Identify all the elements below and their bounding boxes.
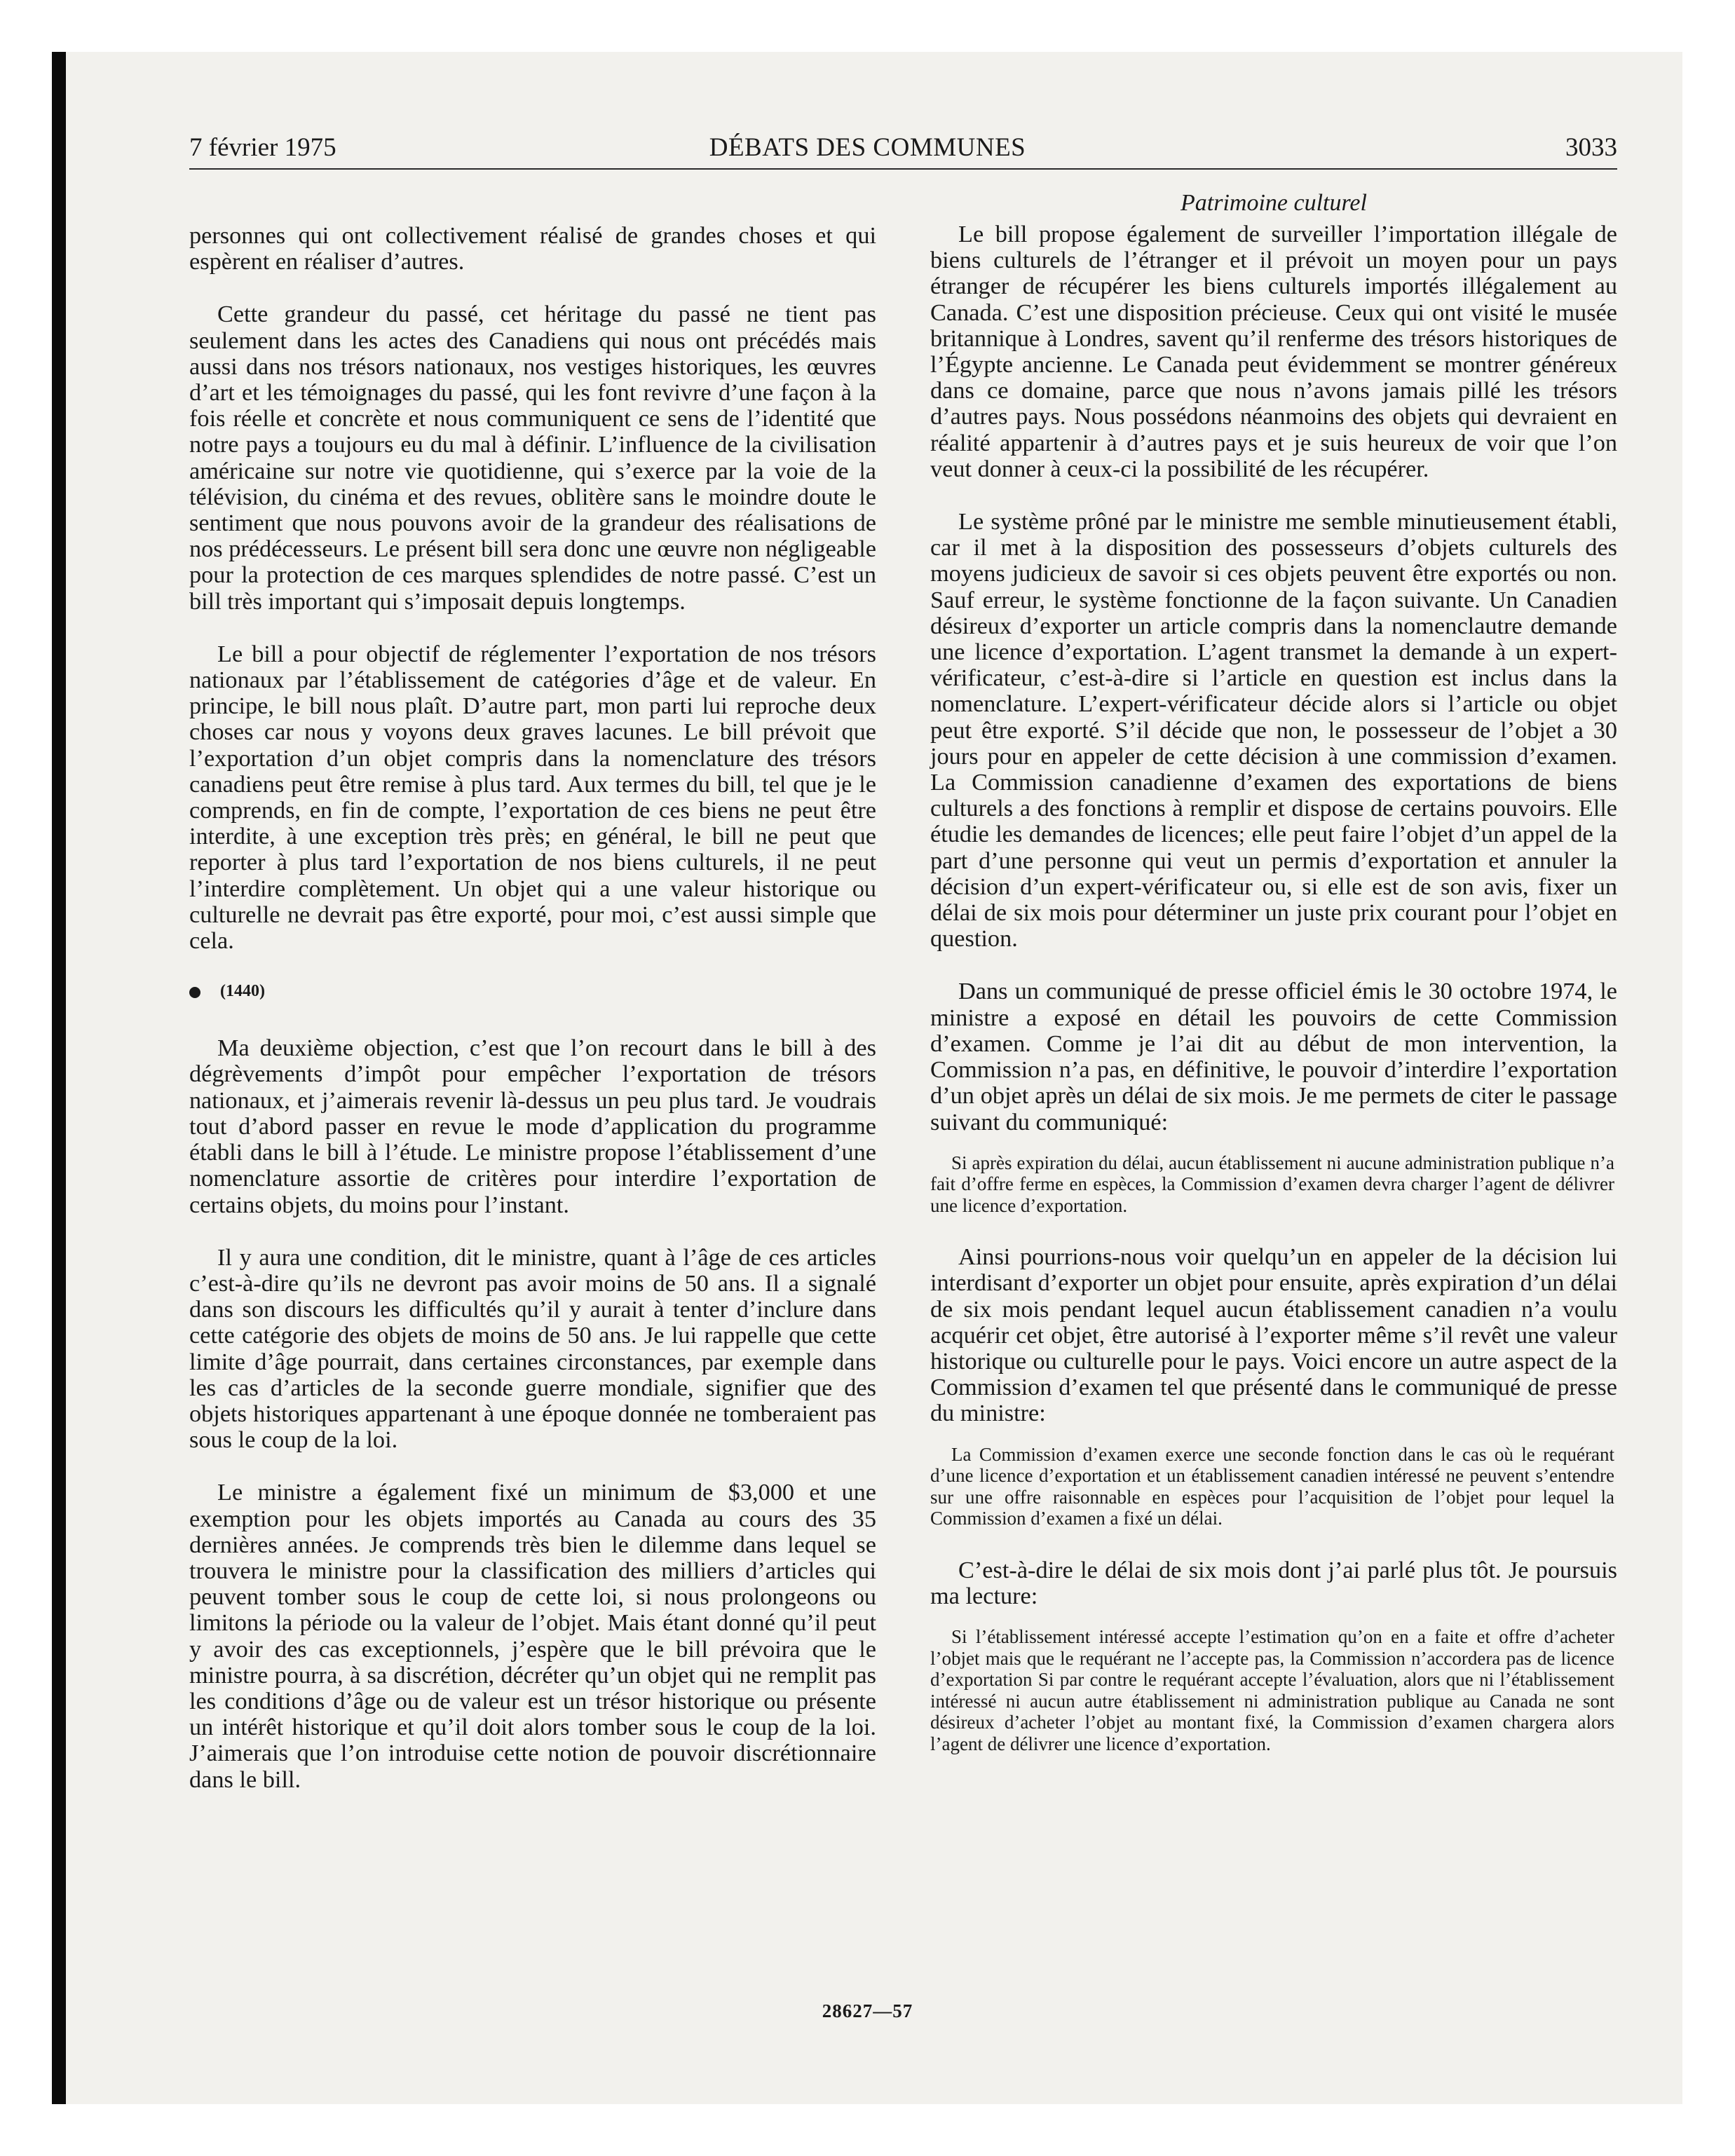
paragraph: Dans un communiqué de presse officiel émis le 30 octobre 1974, le ministre a exposé en détail les pouvoirs de cette Commission d’examen. Comme je l’ai dit au début de mon intervention, la Commission n’a pas, en définitive, le pouvoir d’interdire l’exportation d’un objet après un délai de six mois. Je me permets de citer le passage suivant du communiqué:	[930, 978, 1617, 1135]
paragraph: Il y aura une condition, dit le ministre, quant à l’âge de ces articles c’est-à-dire qu’ils ne devront pas avoir moins de 50 ans. Il a signalé dans son discours les difficultés qu’il y aurait à tenter d’inclure dans cette catégorie des objets de moins de 50 ans. Je lui rappelle que cette limite d’âge pourrait, dans certaines circonstances, par exemple dans les cas d’articles de la seconde guerre mondiale, signifier que des objets historiques appartenant à une époque donnée ne tomberaient pas sous le coup de la loi.	[189, 1243, 876, 1454]
paragraph: Le ministre a également fixé un minimum de $3,000 et une exemption pour les objets importés au Canada au cours des 35 dernières années. Je comprends très bien le dilemme dans lequel se trouvera le ministre pour la classification des milliers d’articles qui peuvent tomber sous le coup de cette loi, si nous prolongeons ou limitons la période ou la valeur de l’objet. Mais étant donné qu’il peut y avoir des cas exceptionnels, j’espère que le bill prévoira que le ministre pourra, à sa discrétion, décréter qu’un objet qui ne remplit pas les conditions d’âge ou de valeur est un trésor historique ou présente un intérêt historique et qu’il doit alors tomber sous le coup de la loi. J’aimerais que l’on introduise cette notion de pouvoir discrétionnaire dans le bill.	[189, 1479, 876, 1793]
left-column	[189, 223, 876, 1820]
time-marker	[189, 981, 876, 1002]
header-rule	[189, 168, 1617, 170]
paragraph: Ma deuxième objection, c’est que l’on recourt dans le bill à des dégrèvements d’impôt pour empêcher l’exportation de trésors nationaux, et j’aimerais revenir là-dessus un peu plus tard. Je voudrais tout d’abord passer en revue le mode d’application du programme établi dans le bill à l’étude. Le ministre propose l’établissement d’une nomenclature assortie de critères pour interdire l’exportation de certains objets, du moins pour l’instant.	[189, 1035, 876, 1218]
header-date: 7 février 1975	[189, 133, 336, 162]
footer-code: 28627—57	[822, 2000, 913, 2021]
paragraph: Le système prôné par le ministre me semble minutieusement établi, car il met à la disposition des possesseurs d’objets culturels des moyens judicieux de savoir si ces objets peuvent être exportés ou non. Sauf erreur, le système fonctionne de la façon suivante. Un Canadien désireux d’exporter un article compris dans la nomenclautre demande une licence d’exportation. L’agent transmet la demande à un expert-vérificateur, c’est-à-dire si l’article en question est inclus dans la nomenclature. L’expert-vérificateur décide alors si l’article ou objet peut être exporté. S’il décide que non, le possesseur de l’objet a 30 jours pour en appeler de cette décision à une commission d’examen. La Commission canadienne d’examen des exportations de biens culturels a des fonctions à remplir et dispose de certains pouvoirs. Elle étudie les demandes de licences; elle peut faire l’objet d’un appel de la part d’une personne qui veut un permis d’exportation et annuler la décision d’un expert-vérificateur ou, si elle est de son avis, fixer un délai de six mois pour déterminer un juste prix courant pour l’objet en question.	[930, 508, 1617, 953]
paragraph: Cette grandeur du passé, cet héritage du passé ne tient pas seulement dans les actes des Canadiens qui nous ont précédés mais aussi dans nos trésors nationaux, nos vestiges historiques, les œuvres d’art et les témoignages du passé, qui les font revivre d’une façon à la fois réelle et concrète et nous communiquent ce sens de l’identité que notre pays a toujours eu du mal à définir. L’influence de la civilisation américaine sur notre vie quotidienne, qui s’exerce par la voie de la télévision, du cinéma et des revues, oblitère sans le moindre doute le sentiment que nous pouvons avoir de la grandeur des réalisations de nos prédécesseurs. Le présent bill sera donc une œuvre non négligeable pour la protection de ces marques splendides de notre passé. C’est un bill très important qui s’imposait depuis longtemps.	[189, 301, 876, 615]
header-title: DÉBATS DES COMMUNES	[709, 133, 1026, 162]
block-quote: Si l’établissement intéressé accepte l’estimation qu’on en a faite et offre d’acheter l’objet mais que le requérant ne l’accepte pas, la Commission n’accordera pas de licence d’exportation Si par contre le requérant accepte l’évaluation, alors que ni l’établissement intéressé ni aucun autre établissement ni administration publique au Canada ne sont désireux d’acheter l’objet au montant fixé, la Commission d’examen chargera alors l’agent de délivrer une licence d’exportation.	[930, 1626, 1614, 1754]
paragraph: C’est-à-dire le délai de six mois dont j’ai parlé plus tôt. Je poursuis ma lecture:	[930, 1556, 1617, 1609]
scan-edge-bar	[52, 52, 66, 2104]
paragraph: Le bill propose également de surveiller l’importation illégale de biens culturels de l’étranger et il prévoit un moyen pour un pays étranger de récupérer les biens culturels importés illégalement au Canada. C’est une disposition précieuse. Ceux qui ont visité le musée britannique à Londres, savent qu’il renferme des trésors historiques de l’Égypte ancienne. Le Canada peut évidemment se montrer généreux dans ce domaine, parce que nous n’avons jamais pillé les trésors d’autres pays. Nous possédons néanmoins des objets qui devraient en réalité appartenir à d’autres pays et je suis heureux de voir que l’on veut donner à ceux-ci la possibilité de les récupérer.	[930, 221, 1617, 482]
right-column	[930, 182, 1617, 1782]
block-quote: La Commission d’examen exerce une seconde fonction dans le cas où le requérant d’une licence d’exportation et un établissement canadien intéressé ne peuvent s’entendre sur une offre raisonnable en espèces pour l’acquisition de l’objet pour lequel la Commission d’examen a fixé un délai.	[930, 1443, 1614, 1529]
paragraph: Le bill a pour objectif de réglementer l’exportation de nos trésors nationaux par l’établissement de catégories d’âge et de valeur. En principe, le bill nous plaît. D’autre part, mon parti lui reproche deux choses car nous y voyons deux graves lacunes. Le bill prévoit que l’exportation d’un objet compris dans la nomenclature des trésors canadiens peut être remise à plus tard. Aux termes du bill, tel que je le comprends, en fin de compte, l’exportation de ces biens ne peut être interdite, à une exception très près; en général, le bill ne peut que reporter à plus tard l’exportation de nos biens culturels, il ne peut l’interdire complètement. Un objet qui a une valeur historique ou culturelle ne devrait pas être exporté, pour moi, c’est aussi simple que cela.	[189, 640, 876, 955]
bullet-icon	[189, 987, 200, 998]
page-number: 3033	[1565, 133, 1617, 162]
block-quote: Si après expiration du délai, aucun établissement ni aucune administration publique n’a fait d’offre ferme en espèces, la Commission d’examen devra charger l’agent de délivrer une licence d’exportation.	[930, 1152, 1614, 1216]
time-marker-label: (1440)	[220, 982, 265, 1001]
paragraph: Ainsi pourrions-nous voir quelqu’un en appeler de la décision lui interdisant d’exporter un objet pour ensuite, après expiration d’un délai de six mois pendant lequel aucun établissement canadien n’a voulu acquérir cet objet, être autorisé à l’exporter même s’il revêt une valeur historique ou culturelle pour le pays. Voici encore un autre aspect de la Commission d’examen tel que présenté dans le communiqué de presse du ministre:	[930, 1243, 1617, 1427]
section-heading: Patrimoine culturel	[1181, 190, 1367, 216]
paragraph: personnes qui ont collectivement réalisé de grandes choses et qui espèrent en réaliser d’autres.	[189, 222, 876, 275]
